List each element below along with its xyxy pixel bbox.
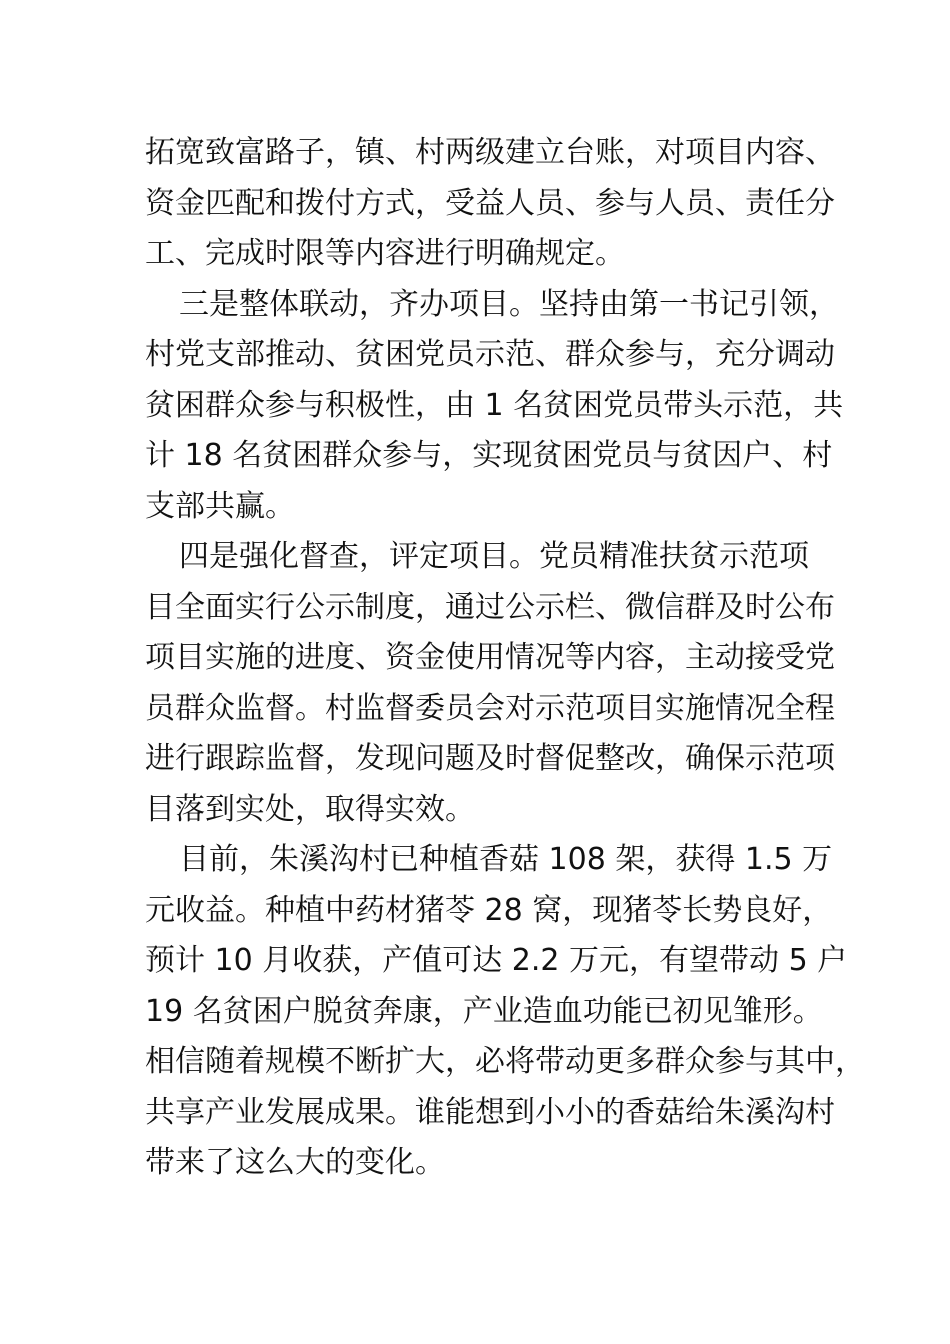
- paragraph-2-line-4: 计 18 名贫困群众参与，实现贫困党员与贫因户、村: [145, 438, 833, 473]
- paragraph-3-line-1: 四是强化督查，评定项目。党员精准扶贫示范项: [179, 539, 809, 574]
- paragraph-2-line-5: 支部共赢。: [145, 488, 295, 524]
- paragraph-3: [145, 532, 835, 835]
- paragraph-4-line-2: 元收益。种植中药材猪苓 28 窝，现猪苓长势良好，: [145, 892, 833, 928]
- paragraph-3-line-6: 目落到实处，取得实效。: [145, 791, 475, 827]
- paragraph-4-line-3: 预计 10 月收获，产值可达 2.2 万元，有望带动 5 户: [145, 943, 848, 978]
- paragraph-4: [145, 835, 865, 1189]
- paragraph-1: [145, 128, 835, 280]
- paragraph-1-line-1: 拓宽致富路子，镇、村两级建立台账，对项目内容、: [145, 135, 835, 170]
- paragraph-4-line-4: 19 名贫困户脱贫奔康，产业造血功能已初见雏形。: [145, 993, 823, 1029]
- paragraph-1-line-3: 工、完成时限等内容进行明确规定。: [145, 236, 625, 271]
- paragraph-4-line-1: 目前，朱溪沟村已种植香菇 108 架，获得 1.5 万: [179, 842, 833, 877]
- document-body: [145, 128, 865, 1189]
- paragraph-2-line-2: 村党支部推动、贫困党员示范、群众参与，充分调动: [145, 337, 835, 372]
- paragraph-3-line-5: 进行跟踪监督，发现问题及时督促整改，确保示范项: [145, 741, 835, 776]
- paragraph-4-line-5: 相信随着规模不断扩大，必将带动更多群众参与其中，: [145, 1044, 865, 1079]
- paragraph-3-line-2: 目全面实行公示制度，通过公示栏、微信群及时公布: [145, 589, 835, 625]
- paragraph-2-line-1: 三是整体联动，齐办项目。坚持由第一书记引领，: [179, 286, 839, 322]
- paragraph-2-line-3: 贫困群众参与积极性，由 1 名贫困党员带头示范，共: [145, 387, 844, 423]
- paragraph-1-line-2: 资金匹配和拨付方式，受益人员、参与人员、责任分: [145, 185, 835, 221]
- paragraph-4-line-7: 带来了这么大的变化。: [145, 1145, 445, 1180]
- paragraph-3-line-4: 员群众监督。村监督委员会对示范项目实施情况全程: [145, 690, 835, 726]
- paragraph-4-line-6: 共享产业发展成果。谁能想到小小的香菇给朱溪沟村: [145, 1094, 835, 1130]
- paragraph-3-line-3: 项目实施的进度、资金使用情况等内容，主动接受党: [145, 640, 835, 675]
- paragraph-2: [145, 280, 844, 533]
